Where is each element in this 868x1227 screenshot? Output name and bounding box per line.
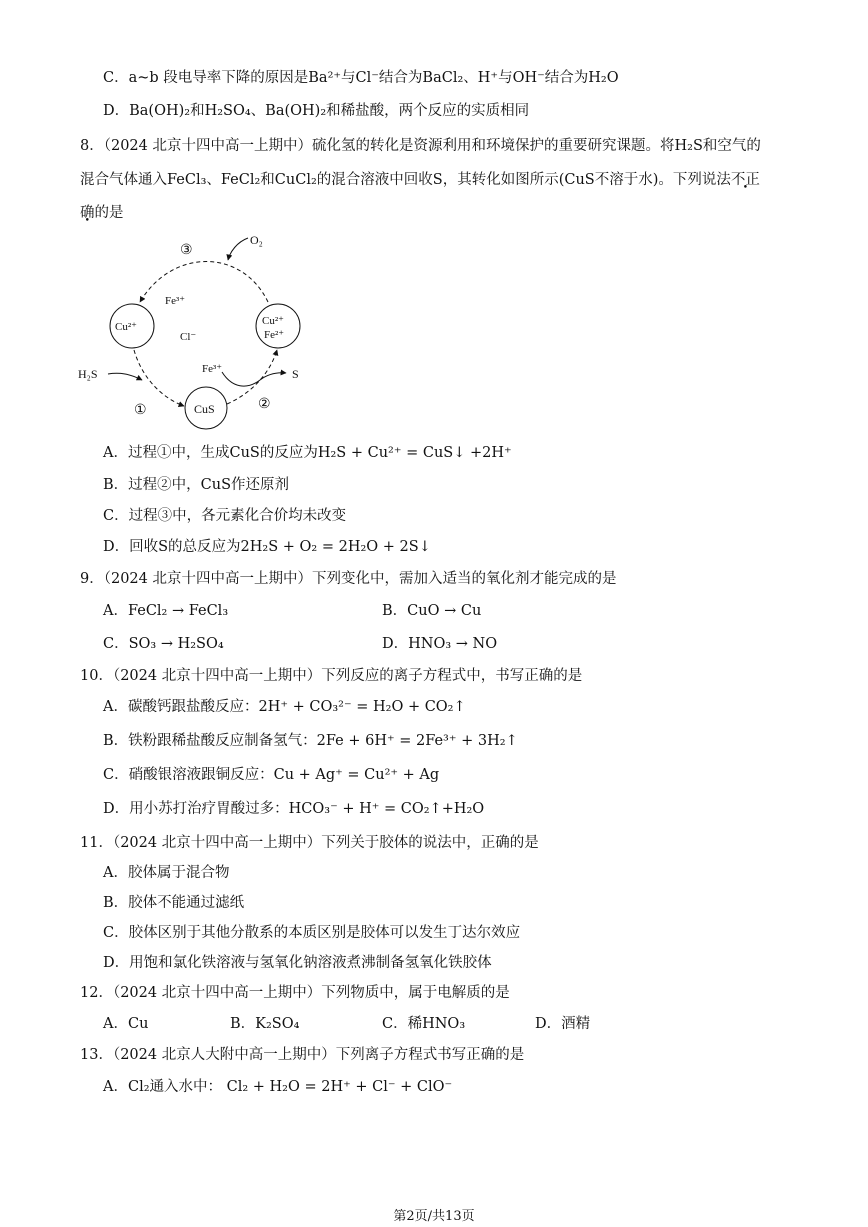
page-footer: 第2页/共13页 xyxy=(393,1209,475,1224)
sulfur-cycle-diagram xyxy=(72,228,332,438)
q11-stem: 11．（2024 北京十四中高一上期中）下列关于胶体的说法中，正确的是 xyxy=(80,835,539,851)
q10-option-c: C．硝酸银溶液跟铜反应：Cu + Ag⁺ = Cu²⁺ + Ag xyxy=(103,767,440,783)
o2-label: O₂ xyxy=(250,233,263,247)
q9-option-b: B．CuO → Cu xyxy=(382,603,482,619)
q11-option-b: B．胶体不能通过滤纸 xyxy=(103,895,245,911)
q7-option-d: D．Ba(OH)₂和H₂SO₄、Ba(OH)₂和稀盐酸，两个反应的实质相同 xyxy=(103,103,530,119)
step3-label: ③ xyxy=(180,243,193,258)
step2-label: ② xyxy=(258,397,271,412)
q8-emphasis-char: 确 xyxy=(80,205,95,221)
step2-arc xyxy=(227,350,277,404)
h2s-label: H₂S xyxy=(78,367,98,381)
q8-stem-line2 xyxy=(80,170,760,190)
q12-option-c: C．稀HNO₃ xyxy=(382,1016,466,1032)
fe3-top-label: Fe³⁺ xyxy=(165,295,186,307)
q8-option-c: C．过程③中，各元素化合价均未改变 xyxy=(103,508,347,524)
q11-option-a: A．胶体属于混合物 xyxy=(103,865,230,881)
step1-arc xyxy=(134,350,184,406)
q8-emphasis-not-correct: 不正 xyxy=(730,172,760,188)
q12-option-d: D．酒精 xyxy=(535,1016,591,1032)
q12-option-b: B．K₂SO₄ xyxy=(230,1016,300,1032)
q8-stem-line3 xyxy=(80,203,124,223)
q9-stem: 9．（2024 北京十四中高一上期中）下列变化中，需加入适当的氧化剂才能完成的是 xyxy=(80,571,617,587)
q10-stem: 10．（2024 北京十四中高一上期中）下列反应的离子方程式中，书写正确的是 xyxy=(80,668,583,684)
q13-stem: 13．（2024 北京人大附中高一上期中）下列离子方程式书写正确的是 xyxy=(80,1047,525,1063)
q10-option-a: A．碳酸钙跟盐酸反应：2H⁺ + CO₃²⁻ = H₂O + CO₂↑ xyxy=(103,699,466,715)
fe3-bottom-label: Fe³⁺ xyxy=(202,363,223,375)
o2-arrow xyxy=(228,238,248,260)
q13-option-a: A．Cl₂通入水中： Cl₂ + H₂O = 2H⁺ + Cl⁻ + ClO⁻ xyxy=(103,1079,453,1095)
cu2-left-label: Cu²⁺ xyxy=(115,321,137,333)
q8-option-b: B．过程②中，CuS作还原剂 xyxy=(103,477,290,493)
q8-option-a: A．过程①中，生成CuS的反应为H₂S + Cu²⁺ = CuS↓ +2H⁺ xyxy=(103,445,512,461)
cl-label: Cl⁻ xyxy=(180,331,197,343)
step1-label: ① xyxy=(134,403,147,418)
fe3-to-s-arrow xyxy=(222,372,286,386)
q11-option-c: C．胶体区别于其他分散系的本质区别是胶体可以发生丁达尔效应 xyxy=(103,925,521,941)
q10-option-d: D．用小苏打治疗胃酸过多：HCO₃⁻ + H⁺ = CO₂↑+H₂O xyxy=(103,801,485,817)
h2s-arrow xyxy=(108,373,142,380)
q8-stem-line3-text: 的是 xyxy=(94,205,124,221)
s-label: S xyxy=(292,367,299,381)
q10-option-b: B．铁粉跟稀盐酸反应制备氢气：2Fe + 6H⁺ = 2Fe³⁺ + 3H₂↑ xyxy=(103,733,518,749)
q9-option-d: D．HNO₃ → NO xyxy=(382,636,498,652)
q11-option-d: D．用饱和氯化铁溶液与氢氧化钠溶液煮沸制备氢氧化铁胶体 xyxy=(103,955,492,971)
step3-arc xyxy=(140,262,268,303)
q8-stem-line2-text: 混合气体通入FeCl₃、FeCl₂和CuCl₂的混合溶液中回收S，其转化如图所示(CuS不溶于水)。下列说法 xyxy=(80,172,731,188)
q8-option-d: D．回收S的总反应为2H₂S + O₂ = 2H₂O + 2S↓ xyxy=(103,539,431,555)
cu2-right-label: Cu²⁺ xyxy=(262,315,284,327)
q9-option-a: A．FeCl₂ → FeCl₃ xyxy=(103,603,229,619)
q12-stem: 12．（2024 北京十四中高一上期中）下列物质中，属于电解质的是 xyxy=(80,985,510,1001)
q9-option-c: C．SO₃ → H₂SO₄ xyxy=(103,636,224,652)
q7-option-c: C．a~b 段电导率下降的原因是Ba²⁺与Cl⁻结合为BaCl₂、H⁺与OH⁻结合为H₂O xyxy=(103,70,619,86)
q12-option-a: A．Cu xyxy=(103,1016,149,1032)
q8-stem-line1: 8．（2024 北京十四中高一上期中）硫化氢的转化是资源利用和环境保护的重要研究课题。将H₂S和空气的 xyxy=(80,138,761,154)
fe2-right-label: Fe²⁺ xyxy=(264,329,285,341)
cus-label: CuS xyxy=(194,402,215,416)
